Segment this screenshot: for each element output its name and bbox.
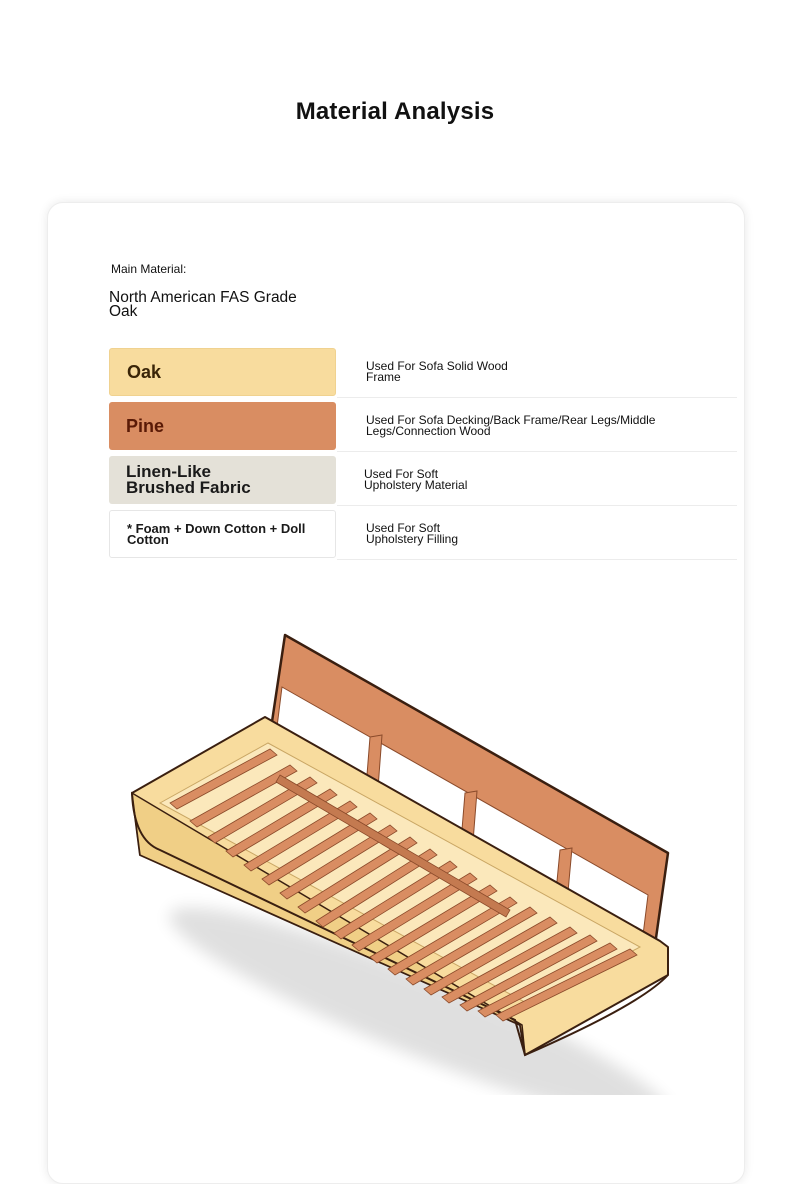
material-use: Used For Sofa Solid Wood Frame [366,359,508,384]
sofa-frame-illustration [120,625,700,1095]
material-name: Linen-Like Brushed Fabric [126,462,251,497]
material-row-filling [109,510,737,558]
material-row-fabric [109,456,737,504]
material-swatch-pine [109,402,336,450]
row-divider [337,451,737,452]
row-divider [337,505,737,506]
row-divider [337,559,737,560]
material-name: Pine [126,415,165,436]
material-use: Used For Soft Upholstery Filling [366,521,459,546]
material-swatch-filling [109,510,336,558]
material-swatch-fabric [109,456,336,504]
main-material-value: North American FAS Grade Oak [109,289,297,320]
material-use: Used For Soft Upholstery Material [364,467,468,492]
material-name: * Foam + Down Cotton + Doll Cotton [127,521,306,547]
page-title: Material Analysis [295,98,495,125]
material-row-pine [109,402,737,450]
main-material-label: Main Material: [111,262,187,276]
material-row-oak [109,348,737,396]
material-swatch-oak [109,348,336,396]
material-use: Used For Sofa Decking/Back Frame/Rear Legs/Middle Legs/Connection Wood [366,413,656,438]
material-name: Oak [127,361,162,382]
row-divider [337,397,737,398]
